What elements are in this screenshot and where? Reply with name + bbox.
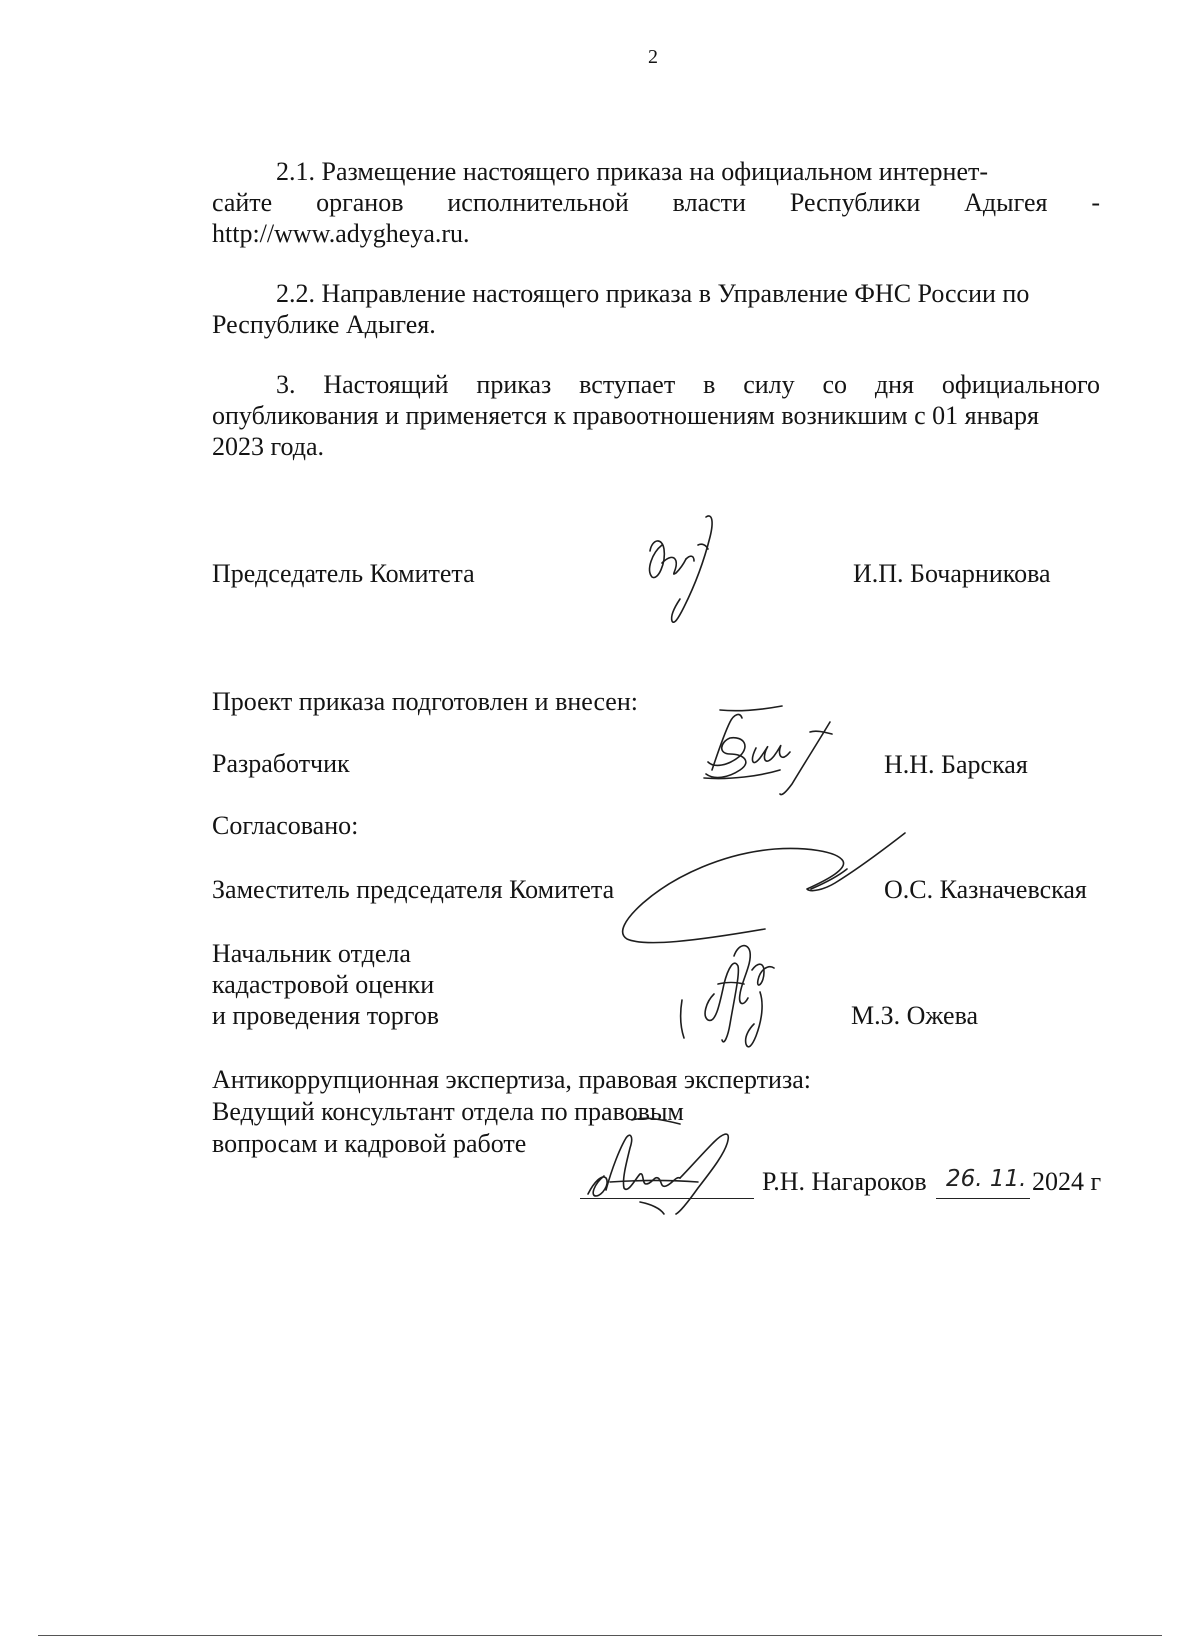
date-year: 2024 г	[1032, 1167, 1102, 1196]
consultant-name: Р.Н. Нагароков	[762, 1167, 927, 1196]
expertise-heading: Антикоррупционная экспертиза, правовая экспертиза:	[212, 1065, 811, 1094]
chairman-signature	[640, 515, 720, 630]
head-signature	[678, 940, 788, 1052]
paragraph-2-1-line-1: 2.1. Размещение настоящего приказа на официальном интернет-	[276, 157, 989, 186]
paragraph-2-1-link: http://www.adygheya.ru.	[212, 219, 470, 248]
developer-signature	[700, 708, 850, 798]
prepared-heading: Проект приказа подготовлен и внесен:	[212, 687, 638, 716]
deputy-title: Заместитель председателя Комитета	[212, 875, 615, 904]
paragraph-3	[212, 369, 1100, 462]
paragraph-2-1-line-2: сайте органов исполнительной власти Республики Адыгея -	[212, 188, 1100, 217]
consultant-signature-line	[580, 1198, 754, 1199]
paragraph-2-2	[212, 278, 1100, 340]
head-title-line-2: кадастровой оценки	[212, 970, 435, 999]
consultant-signature	[580, 1118, 760, 1218]
paragraph-3-line-3: 2023 года.	[212, 432, 325, 461]
paragraph-2-2-line-1: 2.2. Направление настоящего приказа в Управление ФНС России по	[276, 279, 1030, 308]
paragraph-2-2-line-2: Республике Адыгея.	[212, 310, 436, 339]
chairman-title: Председатель Комитета	[212, 559, 475, 588]
agreed-heading: Согласовано:	[212, 811, 359, 840]
date-underline	[936, 1198, 1030, 1199]
page-number: 2	[648, 46, 658, 68]
consultant-title-line-1: Ведущий консультант отдела по правовым	[212, 1097, 684, 1126]
head-name: М.З. Ожева	[851, 1001, 979, 1030]
paragraph-2-1	[212, 156, 1100, 249]
head-title-line-3: и проведения торгов	[212, 1001, 440, 1030]
deputy-name: О.С. Казначевская	[884, 875, 1087, 904]
paragraph-3-line-1: 3. Настоящий приказ вступает в силу со дня официального	[276, 370, 1100, 399]
consultant-title-line-2: вопросам и кадровой работе	[212, 1129, 527, 1158]
chairman-name: И.П. Бочарникова	[853, 559, 1051, 588]
bottom-scan-edge	[38, 1635, 1162, 1636]
developer-name: Н.Н. Барская	[884, 750, 1028, 779]
handwritten-date: 26. 11.	[946, 1166, 1027, 1192]
head-title-line-1: Начальник отдела	[212, 939, 411, 968]
paragraph-3-line-2: опубликования и применяется к правоотношениям возникшим с 01 января	[212, 401, 1039, 430]
developer-title: Разработчик	[212, 749, 350, 778]
